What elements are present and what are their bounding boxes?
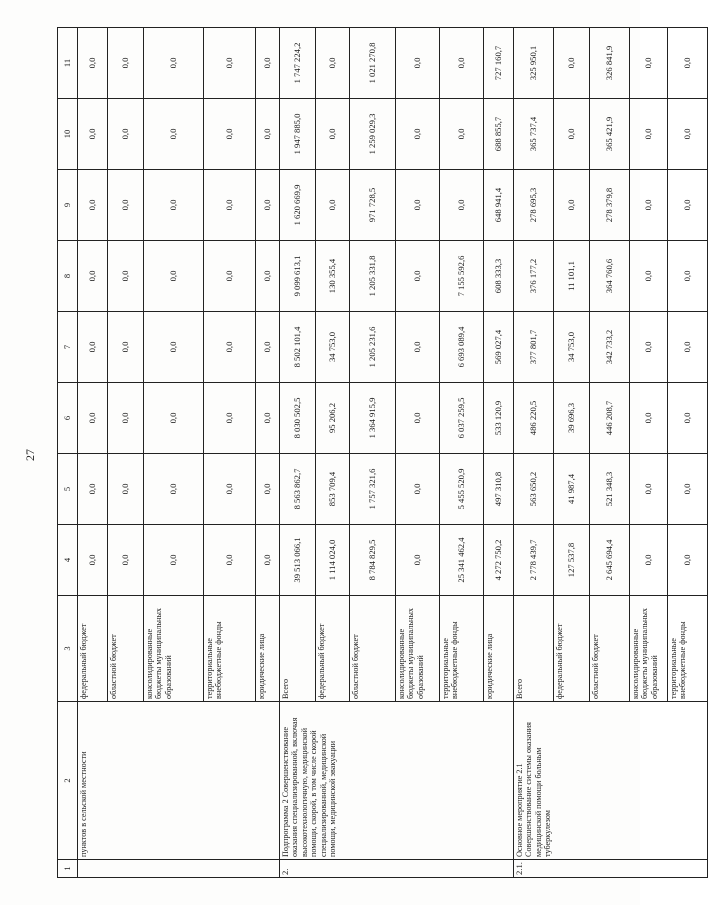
amount-cell: 8 563 862,7 <box>280 454 316 525</box>
amount-cell: 41 987,4 <box>554 454 590 525</box>
amount-cell: 0,0 <box>630 99 668 170</box>
amount-cell: 0,0 <box>108 525 144 596</box>
amount-cell: 533 120,9 <box>484 383 514 454</box>
amount-cell: 5 455 520,9 <box>440 454 484 525</box>
amount-cell: 0,0 <box>668 454 708 525</box>
amount-cell: 0,0 <box>396 454 440 525</box>
amount-cell: 0,0 <box>668 241 708 312</box>
amount-cell: 0,0 <box>144 312 204 383</box>
amount-cell: 0,0 <box>630 525 668 596</box>
amount-cell: 278 379,8 <box>590 170 630 241</box>
funding-source-cell: федеральный бюджет <box>316 596 350 702</box>
amount-cell: 0,0 <box>668 312 708 383</box>
amount-cell: 0,0 <box>316 99 350 170</box>
amount-cell: 376 177,2 <box>514 241 554 312</box>
amount-cell: 0,0 <box>396 241 440 312</box>
amount-cell: 0,0 <box>204 241 256 312</box>
amount-cell: 0,0 <box>108 454 144 525</box>
amount-cell: 1 947 885,0 <box>280 99 316 170</box>
amount-cell: 0,0 <box>668 383 708 454</box>
amount-cell: 0,0 <box>78 170 108 241</box>
amount-cell: 0,0 <box>256 170 280 241</box>
amount-cell: 1 620 669,9 <box>280 170 316 241</box>
row-number-cell: 2. <box>280 860 514 878</box>
amount-cell: 0,0 <box>630 454 668 525</box>
column-header: 7 <box>58 312 78 383</box>
amount-cell: 486 220,5 <box>514 383 554 454</box>
amount-cell: 497 310,8 <box>484 454 514 525</box>
amount-cell: 0,0 <box>144 241 204 312</box>
amount-cell: 0,0 <box>78 454 108 525</box>
program-name-cell: пунктов в сельской местности <box>78 702 280 860</box>
amount-cell: 0,0 <box>256 99 280 170</box>
amount-cell: 25 341 462,4 <box>440 525 484 596</box>
amount-cell: 1 114 024,0 <box>316 525 350 596</box>
funding-source-cell: консолидированные бюджеты муниципальных образований <box>144 596 204 702</box>
amount-cell: 853 709,4 <box>316 454 350 525</box>
amount-cell: 325 950,1 <box>514 28 554 99</box>
amount-cell: 0,0 <box>108 383 144 454</box>
amount-cell: 0,0 <box>668 525 708 596</box>
amount-cell: 0,0 <box>144 454 204 525</box>
amount-cell: 364 760,6 <box>590 241 630 312</box>
row-number-cell: 2.1. <box>514 860 708 878</box>
amount-cell: 0,0 <box>630 170 668 241</box>
amount-cell: 0,0 <box>256 28 280 99</box>
amount-cell: 342 733,2 <box>590 312 630 383</box>
amount-cell: 34 753,0 <box>316 312 350 383</box>
column-header: 10 <box>58 99 78 170</box>
amount-cell: 8 784 829,5 <box>350 525 396 596</box>
funding-source-cell: юридические лица <box>484 596 514 702</box>
table-body <box>58 28 708 878</box>
funding-source-cell: территориальные внебюджетные фонды <box>204 596 256 702</box>
amount-cell: 0,0 <box>630 312 668 383</box>
column-header: 11 <box>58 28 78 99</box>
amount-cell: 0,0 <box>108 312 144 383</box>
amount-cell: 0,0 <box>396 383 440 454</box>
amount-cell: 34 753,0 <box>554 312 590 383</box>
amount-cell: 1 205 231,6 <box>350 312 396 383</box>
amount-cell: 1 747 224,2 <box>280 28 316 99</box>
page-number: 27 <box>23 449 37 461</box>
amount-cell: 377 801,7 <box>514 312 554 383</box>
amount-cell: 2 778 439,7 <box>514 525 554 596</box>
amount-cell: 1 259 029,3 <box>350 99 396 170</box>
amount-cell: 446 208,7 <box>590 383 630 454</box>
amount-cell: 9 099 613,1 <box>280 241 316 312</box>
amount-cell: 0,0 <box>396 99 440 170</box>
amount-cell: 0,0 <box>144 99 204 170</box>
amount-cell: 0,0 <box>108 170 144 241</box>
amount-cell: 688 855,7 <box>484 99 514 170</box>
amount-cell: 0,0 <box>554 28 590 99</box>
column-header: 9 <box>58 170 78 241</box>
amount-cell: 326 841,9 <box>590 28 630 99</box>
funding-source-cell: Всего <box>514 596 554 702</box>
funding-source-cell: областной бюджет <box>590 596 630 702</box>
amount-cell: 727 160,7 <box>484 28 514 99</box>
amount-cell: 0,0 <box>144 28 204 99</box>
amount-cell: 0,0 <box>204 454 256 525</box>
funding-source-cell: Всего <box>280 596 316 702</box>
table-row <box>78 28 108 878</box>
amount-cell: 569 027,4 <box>484 312 514 383</box>
amount-cell: 7 155 592,6 <box>440 241 484 312</box>
column-header: 3 <box>58 596 78 702</box>
amount-cell: 0,0 <box>204 28 256 99</box>
amount-cell: 0,0 <box>78 241 108 312</box>
budget-table <box>57 27 708 878</box>
amount-cell: 278 695,3 <box>514 170 554 241</box>
column-header: 4 <box>58 525 78 596</box>
amount-cell: 0,0 <box>78 312 108 383</box>
amount-cell: 0,0 <box>78 383 108 454</box>
rotated-table-container <box>57 28 692 878</box>
amount-cell: 0,0 <box>108 28 144 99</box>
table-row <box>514 28 554 878</box>
amount-cell: 95 206,2 <box>316 383 350 454</box>
amount-cell: 4 272 750,2 <box>484 525 514 596</box>
funding-source-cell: территориальные внебюджетные фонды <box>668 596 708 702</box>
funding-source-cell: областной бюджет <box>108 596 144 702</box>
table-row <box>280 28 316 878</box>
amount-cell: 0,0 <box>396 170 440 241</box>
column-header: 5 <box>58 454 78 525</box>
amount-cell: 0,0 <box>668 170 708 241</box>
column-header: 2 <box>58 702 78 860</box>
funding-source-cell: консолидированные бюджеты муниципальных образований <box>396 596 440 702</box>
amount-cell: 0,0 <box>440 28 484 99</box>
header-row <box>58 28 78 878</box>
amount-cell: 0,0 <box>204 383 256 454</box>
program-name-cell: Основное мероприятие 2.1 Совершенствование системы оказания медицинской помощи больным туберкулезом <box>514 702 708 860</box>
amount-cell: 8 030 502,5 <box>280 383 316 454</box>
amount-cell: 11 101,1 <box>554 241 590 312</box>
amount-cell: 0,0 <box>256 241 280 312</box>
funding-source-cell: юридические лица <box>256 596 280 702</box>
funding-source-cell: территориальные внебюджетные фонды <box>440 596 484 702</box>
amount-cell: 0,0 <box>144 525 204 596</box>
amount-cell: 0,0 <box>668 28 708 99</box>
amount-cell: 0,0 <box>78 525 108 596</box>
amount-cell: 1 364 915,9 <box>350 383 396 454</box>
amount-cell: 0,0 <box>78 99 108 170</box>
amount-cell: 39 696,3 <box>554 383 590 454</box>
amount-cell: 0,0 <box>440 99 484 170</box>
amount-cell: 0,0 <box>630 383 668 454</box>
amount-cell: 1 021 270,8 <box>350 28 396 99</box>
funding-source-cell: консолидированные бюджеты муниципальных образований <box>630 596 668 702</box>
amount-cell: 1 205 331,8 <box>350 241 396 312</box>
amount-cell: 0,0 <box>204 312 256 383</box>
amount-cell: 0,0 <box>256 525 280 596</box>
amount-cell: 365 421,9 <box>590 99 630 170</box>
amount-cell: 6 037 259,5 <box>440 383 484 454</box>
amount-cell: 563 650,2 <box>514 454 554 525</box>
amount-cell: 365 737,4 <box>514 99 554 170</box>
amount-cell: 6 693 089,4 <box>440 312 484 383</box>
amount-cell: 0,0 <box>144 383 204 454</box>
amount-cell: 0,0 <box>108 99 144 170</box>
amount-cell: 130 355,4 <box>316 241 350 312</box>
column-header: 1 <box>58 860 78 878</box>
amount-cell: 0,0 <box>554 170 590 241</box>
amount-cell: 0,0 <box>630 28 668 99</box>
amount-cell: 0,0 <box>78 28 108 99</box>
amount-cell: 971 728,5 <box>350 170 396 241</box>
amount-cell: 0,0 <box>316 170 350 241</box>
amount-cell: 0,0 <box>396 525 440 596</box>
amount-cell: 648 941,4 <box>484 170 514 241</box>
amount-cell: 0,0 <box>440 170 484 241</box>
column-header: 6 <box>58 383 78 454</box>
amount-cell: 1 757 321,6 <box>350 454 396 525</box>
amount-cell: 8 502 101,4 <box>280 312 316 383</box>
amount-cell: 39 513 066,1 <box>280 525 316 596</box>
row-number-cell <box>78 860 280 878</box>
amount-cell: 0,0 <box>204 99 256 170</box>
amount-cell: 0,0 <box>204 170 256 241</box>
funding-source-cell: областной бюджет <box>350 596 396 702</box>
column-header: 8 <box>58 241 78 312</box>
amount-cell: 0,0 <box>256 312 280 383</box>
amount-cell: 0,0 <box>144 170 204 241</box>
amount-cell: 0,0 <box>396 312 440 383</box>
amount-cell: 0,0 <box>668 99 708 170</box>
amount-cell: 0,0 <box>204 525 256 596</box>
funding-source-cell: федеральный бюджет <box>554 596 590 702</box>
amount-cell: 608 333,3 <box>484 241 514 312</box>
amount-cell: 0,0 <box>256 383 280 454</box>
amount-cell: 0,0 <box>316 28 350 99</box>
amount-cell: 127 537,8 <box>554 525 590 596</box>
funding-source-cell: федеральный бюджет <box>78 596 108 702</box>
amount-cell: 0,0 <box>396 28 440 99</box>
program-name-cell: Подпрограмма 2 Совершенствование оказания специализированной, включая высокотехнологичную, медицинской помощи, скорой, в том числе скорой специализированной, медицинской помощи, медицинской эвакуации <box>280 702 514 860</box>
amount-cell: 0,0 <box>554 99 590 170</box>
amount-cell: 0,0 <box>108 241 144 312</box>
amount-cell: 0,0 <box>630 241 668 312</box>
amount-cell: 521 348,3 <box>590 454 630 525</box>
amount-cell: 2 645 694,4 <box>590 525 630 596</box>
amount-cell: 0,0 <box>256 454 280 525</box>
